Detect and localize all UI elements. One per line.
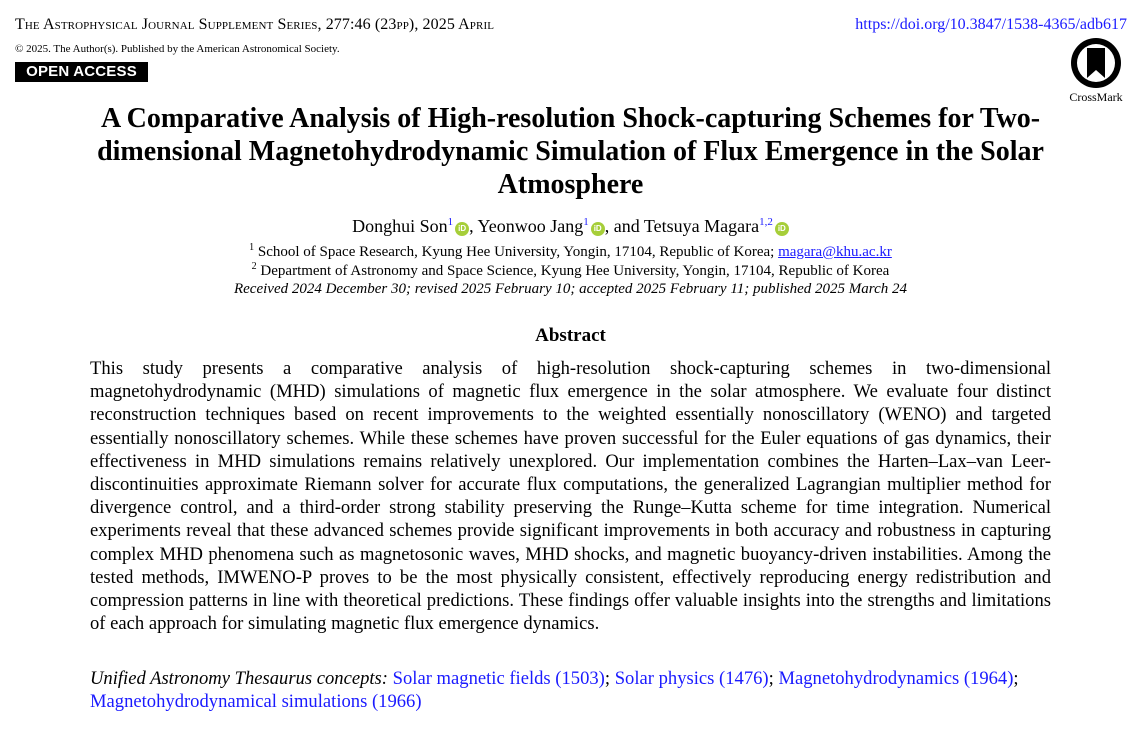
author-separator: , bbox=[469, 216, 478, 236]
crossmark-icon bbox=[1069, 36, 1123, 90]
uat-concepts bbox=[90, 667, 1051, 713]
uat-concept-link[interactable]: Magnetohydrodynamics (1964) bbox=[778, 668, 1014, 689]
author-list bbox=[0, 216, 1141, 237]
affiliation-text: Department of Astronomy and Space Science, Kyung Hee University, Yongin, 17104, Republic of Korea bbox=[260, 263, 890, 279]
uat-concept-link[interactable]: Solar physics (1476) bbox=[614, 668, 769, 689]
affiliation-number: 1 bbox=[249, 242, 255, 253]
uat-separator: ; bbox=[768, 668, 779, 689]
paper-title: A Comparative Analysis of High-resolution Shock-capturing Schemes for Two-dimensional Magnetohydrodynamic Simulation of Flux Emergence in the Solar Atmosphere bbox=[97, 103, 1044, 200]
author-name: Yeonwoo Jang bbox=[477, 216, 584, 236]
uat-concept-link[interactable]: Solar magnetic fields (1503) bbox=[392, 668, 605, 689]
affiliation-2 bbox=[0, 261, 1141, 280]
author-affiliation-link[interactable]: 1 bbox=[447, 216, 454, 228]
uat-separator: ; bbox=[604, 668, 615, 689]
orcid-icon[interactable]: iD bbox=[591, 222, 605, 236]
uat-concept-link[interactable]: Magnetohydrodynamical simulations (1966) bbox=[90, 691, 422, 712]
author-name: Donghui Son bbox=[352, 216, 448, 236]
abstract-heading: Abstract bbox=[535, 325, 606, 346]
author-affiliation-link[interactable]: 1 bbox=[583, 216, 589, 228]
orcid-icon[interactable]: iD bbox=[455, 222, 469, 236]
abstract-body: This study presents a comparative analysis of high-resolution shock-capturing schemes in two-dimensional magnetohydrodynamic (MHD) simulations of magnetic flux emergence in the solar atmosphere. We evaluate four distinct reconstruction techniques based on recent improvements to the weighted essentially nonoscillatory (WENO) and targeted essentially nonoscillatory schemes. While these schemes have proven successful for the Euler equations of gas dynamics, their effectiveness in MHD simulations remains relatively unexplored. Our implementation combines the Harten–Lax–van Leer-discontinuities approximate Riemann solver for accurate flux computations, the generalized Lagrangian multiplier method for divergence control, and a third-order strong stability preserving the Runge–Kutta scheme for time integration. Numerical experiments reveal that these advanced schemes provide significant improvements in both accuracy and robustness in capturing complex MHD phenomena such as magnetosonic waves, MHD shocks, and magnetic buoyancy-driven instabilities. Among the tested methods, IMWENO-P proves to be the most physically consistent, effectively reproducing energy redistribution and compression patterns in line with theoretical predictions. These findings offer valuable insights into the strengths and limitations of each approach for simulating magnetic flux emergence dynamics. bbox=[90, 358, 1051, 635]
affiliation-number: 2 bbox=[251, 261, 257, 272]
crossmark-button[interactable] bbox=[1062, 36, 1130, 105]
orcid-icon[interactable]: iD bbox=[775, 222, 789, 236]
affiliation-text: School of Space Research, Kyung Hee University, Yongin, 17104, Republic of Korea; bbox=[257, 244, 779, 260]
author-affiliation-link[interactable]: 1,2 bbox=[759, 216, 773, 228]
affiliation-1 bbox=[0, 242, 1141, 261]
author-email-link[interactable]: magara@khu.ac.kr bbox=[778, 244, 892, 260]
journal-citation: The Astrophysical Journal Supplement Series, 277:46 (23pp), 2025 April bbox=[15, 16, 495, 33]
uat-lead: Unified Astronomy Thesaurus concepts: bbox=[90, 668, 388, 689]
crossmark-label: CrossMark bbox=[1069, 90, 1123, 104]
uat-separator: ; bbox=[1013, 668, 1019, 689]
author-separator: , and bbox=[604, 216, 644, 236]
open-access-badge: OPEN ACCESS bbox=[15, 62, 148, 82]
author-name: Tetsuya Magara bbox=[643, 216, 760, 236]
received-dates: Received 2024 December 30; revised 2025 February 10; accepted 2025 February 11; published 2025 March 24 bbox=[233, 281, 907, 297]
copyright-notice: © 2025. The Author(s). Published by the American Astronomical Society. bbox=[15, 43, 340, 55]
doi-link[interactable]: https://doi.org/10.3847/1538-4365/adb617 bbox=[855, 16, 1127, 33]
